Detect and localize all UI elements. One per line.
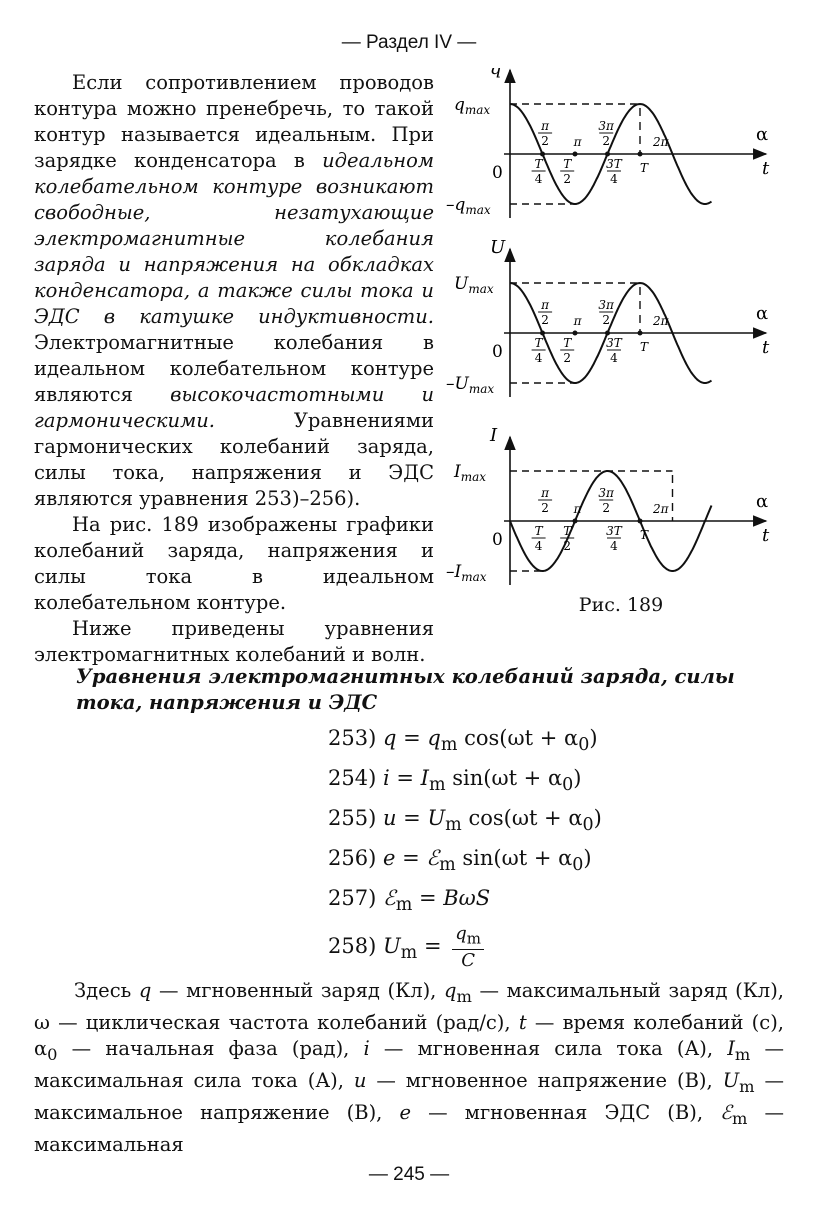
running-header: — Раздел IV — [341, 32, 477, 53]
tick-3pi-2-den: 2 [602, 134, 611, 148]
origin-label: 0 [492, 342, 503, 362]
axis-point [638, 331, 643, 336]
tick-t: T [640, 528, 649, 542]
equation-253: 253) $q = q_m$ $\cos(\omega t + \alpha_0)$ [328, 726, 598, 756]
tick-t-4-num: T [534, 157, 543, 171]
max-label: $U_{max}$ [454, 274, 494, 296]
fraction: $\frac{q_m}{C}$ [452, 923, 484, 973]
tick-pi: π [573, 314, 582, 328]
tick-t-2-num: T [563, 157, 572, 171]
origin-label: 0 [492, 163, 503, 183]
tick-3pi-2-den: 2 [602, 313, 611, 327]
tick-t-4-den: 4 [534, 539, 543, 553]
tick-t-2-den: 2 [563, 539, 572, 553]
equation-255: 255) $u = U_m$ $\cos(\omega t + \alpha_0)$ [328, 806, 602, 836]
tick-2pi: 2π [653, 135, 669, 149]
origin-label: 0 [492, 530, 503, 550]
equation-257: 257) ℰ$_m$ = BωS [328, 886, 491, 916]
definitions-text [34, 978, 784, 1158]
intro-paragraph-3: Ниже приведены уравнения электромагнитных колебаний и волн. [34, 617, 434, 666]
tick-pi: π [573, 135, 582, 149]
tick-pi-2-num: π [541, 119, 550, 133]
min-label: $-U_{max}$ [446, 374, 495, 396]
intro-paragraph-2: На рис. 189 изображены графики колебаний заряда, напряжения и силы тока в идеальном колебательном контуре. [34, 513, 434, 614]
tick-3pi-2-num: 3π [598, 486, 614, 500]
tick-2pi: 2π [653, 314, 669, 328]
axis-point [573, 519, 578, 524]
tick-t: T [640, 340, 649, 354]
tick-3t-4-den: 4 [610, 351, 618, 365]
equation-256: 256) e = ℰ$_m$ $\sin(\omega t + \alpha_0)$ [328, 846, 592, 876]
tick-3pi-2-num: 3π [598, 298, 614, 312]
tick-t-4-num: T [534, 336, 543, 350]
tick-t-4-num: T [534, 524, 543, 538]
figure-189 [446, 68, 796, 588]
alpha-axis-label: α [756, 303, 769, 324]
tick-3pi-2-den: 2 [602, 501, 611, 515]
tick-t-2-num: T [563, 524, 572, 538]
intro-paragraph-1: Если сопротивлением проводов контура можно пренебречь, то такой контур называется идеальным. При зарядке конденсатора в идеальном колебательном контуре возникают свободные, незатухающие электромагнитные колебания заряда и напряжения на обкладках конденсатора, а также силы тока и ЭДС в катушке индуктивности. Электромагнитные колебания в идеальном колебательном контуре являются высокочастотными и гармоническими. Уравнениями гармонических колебаний заряда, силы тока, напряжения и ЭДС являются уравнения 253)–256). [34, 71, 435, 510]
tick-3t-4-den: 4 [610, 172, 618, 186]
tick-3t-4-num: 3T [606, 524, 622, 538]
alpha-axis-label: α [756, 491, 769, 512]
t-axis-label: t [762, 525, 770, 546]
alpha-axis-label: α [756, 124, 769, 145]
axis-point [638, 152, 643, 157]
axis-point [573, 331, 578, 336]
definitions-paragraph: Здесь q — мгновенный заряд (Кл), $q_m$ — максимальный заряд (Кл), ω — циклическая частота колебаний (рад/с), t — время колебаний (с), $\alpha_0$ — начальная фаза (рад), i — мгновенная сила тока (А), $I_m$ — максимальная сила тока (А), u — мгновенное напряжение (В), $U_m$ — максимальное напряжение (В), e — мгновенная ЭДС (В), ℰ$_m$ — максимальная [34, 979, 785, 1156]
axis-point [540, 331, 545, 336]
y-axis-label: U [490, 237, 506, 258]
axis-point [605, 152, 610, 157]
t-axis-label: t [762, 337, 770, 358]
figure-caption: Рис. 189 [578, 594, 664, 616]
y-axis-label: q [490, 68, 502, 79]
tick-3t-4-num: 3T [606, 157, 622, 171]
tick-t-2-den: 2 [563, 351, 572, 365]
tick-3t-4-num: 3T [606, 336, 622, 350]
tick-3pi-2-num: 3π [598, 119, 614, 133]
tick-t: T [640, 161, 649, 175]
tick-pi-2-den: 2 [541, 134, 549, 148]
tick-t-4-den: 4 [534, 172, 543, 186]
equation-list [328, 718, 602, 974]
tick-pi-2-den: 2 [541, 313, 549, 327]
tick-pi-2-den: 2 [541, 501, 549, 515]
y-axis-label: I [490, 425, 498, 446]
page-number: — 245 — [368, 1164, 450, 1185]
equation-254: 254) $i = I_m$ $\sin(\omega t + \alpha_0)$ [328, 766, 582, 796]
equation-258: 258) $U_m$ = $\frac{q_m}{C}$ [328, 918, 602, 974]
t-axis-label: t [762, 158, 770, 179]
axis-point [605, 331, 610, 336]
min-label: $-q_{max}$ [446, 195, 491, 217]
tick-pi: π [573, 502, 582, 516]
section-title: Уравнения электромагнитных колебаний заряда, силы тока, напряжения и ЭДС [76, 665, 735, 714]
min-label: $-I_{max}$ [446, 562, 487, 584]
tick-t-2-num: T [563, 336, 572, 350]
tick-t-2-den: 2 [563, 172, 572, 186]
tick-2pi: 2π [653, 502, 669, 516]
oscillation-graphs [446, 68, 796, 588]
tick-pi-2-num: π [541, 486, 550, 500]
tick-3t-4-den: 4 [610, 539, 618, 553]
tick-t-4-den: 4 [534, 351, 543, 365]
axis-point [638, 519, 643, 524]
axis-point [540, 152, 545, 157]
tick-pi-2-num: π [541, 298, 550, 312]
max-label: $q_{max}$ [454, 95, 491, 117]
max-label: $I_{max}$ [454, 462, 487, 484]
intro-text [34, 70, 434, 668]
axis-point [573, 152, 578, 157]
